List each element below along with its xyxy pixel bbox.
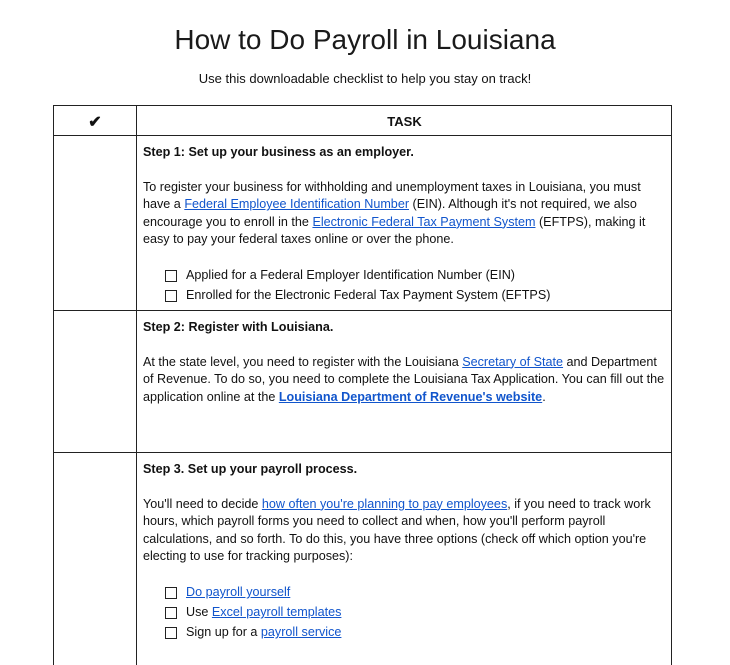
task-column-header: TASK: [387, 114, 422, 129]
step-1-title: Step 1: Set up your business as an employer.: [143, 145, 414, 159]
step-2-description: [143, 354, 665, 407]
step-3-checklist: [143, 583, 665, 643]
step-3-title: Step 3. Set up your payroll process.: [143, 462, 358, 476]
ein-link[interactable]: Federal Employee Identification Number: [184, 197, 410, 212]
checkbox[interactable]: [165, 290, 177, 302]
step-2-title: Step 2: Register with Louisiana.: [143, 320, 334, 334]
step-1-text: To register your business for withholding and unemployment taxes in Louisiana, you must have a: [143, 179, 641, 212]
checkbox[interactable]: [165, 627, 177, 639]
page-title: How to Do Payroll in Louisiana: [174, 24, 556, 55]
step-1-cell: [143, 144, 665, 306]
checkbox[interactable]: [165, 607, 177, 619]
checkbox-label: Enrolled for the Electronic Federal Tax Payment System (EFTPS): [186, 288, 551, 303]
row-divider: [54, 452, 671, 453]
step-1-text: (EIN). Although it's not required, we also encourage you to enroll in the: [143, 197, 637, 229]
step-3-description: [143, 496, 665, 566]
do-payroll-yourself-link[interactable]: Do payroll yourself: [186, 585, 291, 600]
checklist-item: [165, 583, 665, 603]
excel-templates-link[interactable]: Excel payroll templates: [211, 605, 342, 620]
step-1-checklist: [143, 266, 665, 306]
step-2-text: and Department of Revenue. To do so, you need to complete the Louisiana Tax Application. You can fill out the application online at the: [143, 354, 665, 404]
pay-frequency-link[interactable]: how often you're planning to pay employees: [261, 496, 508, 511]
column-divider: [136, 106, 137, 665]
row-divider: [54, 135, 671, 136]
step-2-text: At the state level, you need to register with the Louisiana: [143, 354, 463, 369]
step-1-text: (EFTPS), making it easy to pay your federal taxes online or over the phone.: [143, 214, 646, 247]
checkbox-label: Sign up for a: [186, 625, 261, 640]
checkbox-label: Use: [186, 605, 212, 620]
eftps-link[interactable]: Electronic Federal Tax Payment System: [312, 214, 536, 229]
step-3-cell: [143, 461, 665, 643]
checklist-item: [165, 266, 665, 286]
check-column-header: ✔: [88, 114, 102, 131]
page-subtitle: Use this downloadable checklist to help you stay on track!: [198, 71, 532, 86]
payroll-service-link[interactable]: payroll service: [260, 625, 342, 640]
checkbox[interactable]: [165, 270, 177, 282]
checklist-item: [165, 603, 665, 623]
step-2-cell: [143, 319, 665, 423]
checklist-item: [165, 286, 665, 306]
revenue-website-link[interactable]: Louisiana Department of Revenue's website: [278, 389, 543, 404]
checkbox-label: Applied for a Federal Employer Identification Number (EIN): [186, 268, 515, 283]
step-1-description: [143, 179, 665, 249]
step-2-text: .: [542, 389, 546, 404]
step-3-text: , if you need to track work hours, which payroll forms you need to collect and when, how you'll perform payroll calculations, and so forth. To do this, you have three options (check off which option you're electing to use for tracking purposes):: [143, 496, 651, 564]
step-3-text: You'll need to decide: [143, 496, 262, 511]
checklist-item: [165, 623, 665, 643]
checklist-table: [53, 105, 672, 665]
checkbox[interactable]: [165, 587, 177, 599]
secretary-of-state-link[interactable]: Secretary of State: [462, 354, 564, 369]
row-divider: [54, 310, 671, 311]
